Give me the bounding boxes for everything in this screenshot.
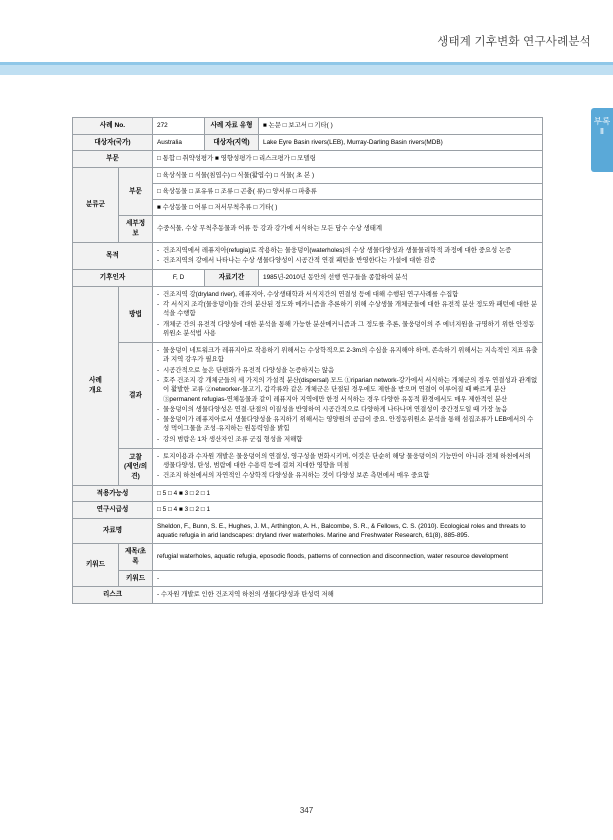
value-consideration bbox=[153, 448, 543, 485]
value-applicability: □ 5 □ 4 ■ 3 □ 2 □ 1 bbox=[153, 485, 543, 502]
table-row-source bbox=[73, 518, 543, 544]
label-source: 자료명 bbox=[73, 518, 153, 544]
case-summary-table bbox=[72, 117, 543, 604]
label-urgency: 연구시급성 bbox=[73, 502, 153, 519]
label-title-abstract: 제목/초록 bbox=[119, 544, 153, 570]
value-case-no: 272 bbox=[153, 118, 205, 135]
label-case-no: 사례 No. bbox=[73, 118, 153, 135]
purpose-list bbox=[157, 246, 538, 266]
list-item: - 토지이용과 수자원 개발은 물웅덩이의 연결성, 영구성을 변화시키며, 이것은 단순히 해당 물웅덩이의 기능만이 아니라 전체 하천에서의 생물다양성, 탄성, 범람에 대한 수용력 등에 걸쳐 지대한 영향을 미침 bbox=[157, 452, 538, 471]
label-keyword-sub: 키워드 bbox=[119, 570, 153, 587]
table-row-taxon-detail bbox=[73, 216, 543, 242]
label-data-type: 사례 자료 유형 bbox=[205, 118, 259, 135]
label-taxon: 분류군 bbox=[73, 167, 119, 242]
result-list bbox=[157, 346, 538, 444]
list-item: - 개체군 간의 유전적 다양성에 대한 분석을 통해 가능한 분산메커니즘과 그 정도를 추론, 물웅덩이의 주 에너지원을 규명하기 위한 안정동위원소 분석법 사용 bbox=[157, 320, 538, 339]
table-row-method bbox=[73, 286, 543, 342]
value-keyword-sub: - bbox=[153, 570, 543, 587]
table-row-taxon-1 bbox=[73, 167, 543, 183]
label-target-country: 대상자(국가) bbox=[73, 134, 153, 151]
value-target-country: Australia bbox=[153, 134, 205, 151]
label-data-period: 자료기간 bbox=[205, 270, 259, 287]
label-taxon-detail: 세부정보 bbox=[119, 216, 153, 242]
side-tab-line-2: Ⅱ bbox=[599, 126, 605, 136]
table-row-climate-factor bbox=[73, 270, 543, 287]
value-data-type: ■ 논문 □ 보고서 □ 기타( ) bbox=[259, 118, 543, 135]
label-taxon-sector: 부문 bbox=[119, 167, 153, 216]
side-tab-appendix bbox=[591, 108, 613, 172]
side-tab-line-1: 부록 bbox=[593, 116, 611, 126]
value-risk: - 수자원 개발로 인한 건조지역 하천의 생물다양성과 탄성력 저해 bbox=[153, 587, 543, 604]
list-item: - 강의 범람은 1차 생산자인 조류 군집 형성을 저해함 bbox=[157, 435, 538, 444]
header-title: 생태계 기후변화 연구사례분석 bbox=[437, 36, 591, 48]
page-header bbox=[0, 0, 613, 62]
list-item: - 건조지역의 강에서 나타나는 수상 생물다양성이 시공간적 연결 패턴을 반영한다는 가설에 대한 검증 bbox=[157, 256, 538, 265]
value-purpose bbox=[153, 242, 543, 270]
list-item: - 각 서식지 조각(물웅덩이)들 간의 분산된 정도와 메카니즘을 추론하기 위해 수상생물 개체군들에 대한 유전적 분산 정도와 패턴에 대한 분석을 수행함 bbox=[157, 300, 538, 319]
table-row-applicability bbox=[73, 485, 543, 502]
table-row-risk bbox=[73, 587, 543, 604]
value-urgency: □ 5 □ 4 ■ 3 □ 2 □ 1 bbox=[153, 502, 543, 519]
value-taxon-row-2: □ 육상동물 □ 포유류 □ 조류 □ 곤충( 류) □ 양서류 □ 파충류 bbox=[153, 183, 543, 199]
label-method: 방법 bbox=[119, 286, 153, 342]
table-row-keyword-abstract bbox=[73, 544, 543, 570]
list-item: - 물웅덩이 네트워크가 레퓨지아로 작용하기 위해서는 수상학적으로 2-3m의 수심을 유지해야 하며, 존속하기 위해서는 지속적인 지표 유출과 지역 강우가 필요함 bbox=[157, 346, 538, 365]
table-row-urgency bbox=[73, 502, 543, 519]
label-risk: 리스크 bbox=[73, 587, 153, 604]
list-item: - 물웅덩이의 생물다양성은 연결·단절의 이질성을 반영하여 시공간적으로 다양하게 나타나며 연결성이 중간정도일 때 가장 높음 bbox=[157, 405, 538, 414]
table-row-target bbox=[73, 134, 543, 151]
value-taxon-detail: 수중식물, 수상 무척추동물과 어류 등 강과 강가에 서식하는 모든 담수 수상 생태계 bbox=[153, 216, 543, 242]
label-purpose: 목적 bbox=[73, 242, 153, 270]
method-list bbox=[157, 290, 538, 338]
label-keyword: 키워드 bbox=[73, 544, 119, 587]
table-row-consideration bbox=[73, 448, 543, 485]
label-climate-factor: 기후인자 bbox=[73, 270, 153, 287]
list-item: - 건조지 하천에서의 자연적인 수상학적 다양성을 유지하는 것이 다양성 보존 측면에서 매우 중요함 bbox=[157, 471, 538, 480]
value-taxon-row-3: ■ 수상동물 □ 어류 □ 저서무척추류 □ 기타( ) bbox=[153, 200, 543, 216]
list-item: - 물웅덩이가 레퓨지아로서 생물다양성을 유지하기 위해서는 영양원의 공급이 중요. 안정동위원소 분석을 통해 섬집조류가 LEB에서의 수성 먹이그물을 조성·유지하는 원동력임을 밝힘 bbox=[157, 415, 538, 434]
table-row-case-no bbox=[73, 118, 543, 135]
label-case-outline: 사례 개요 bbox=[73, 286, 119, 485]
list-item: - 호주 건조지 강 개체군들의 세 가지의 가설적 분산(dispersal) 모드 ①riparian network-강가에서 서식하는 개체군의 경우 연결성과 관계없이 활발한 교류 ②networker-물고기, 갑각류와 같은 개체군은 단절된 경우에도 제한을 받으며 연결이 이루어질 때 빠르게 분산 ③permanent refugias-연체동물과 같이 레퓨지아 지역에만 한정 서식하는 경우 다양한 유동적 환경에서도 매우 제한적인 분산 bbox=[157, 376, 538, 404]
consideration-list bbox=[157, 452, 538, 481]
label-applicability: 적용가능성 bbox=[73, 485, 153, 502]
value-title-abstract: refugial waterholes, aquatic refugia, eposodic floods, patterns of connection and disconnection, water resource development bbox=[153, 544, 543, 570]
value-climate-factor: F, D bbox=[153, 270, 205, 287]
list-item: - 건조지역에서 레퓨지아(refugia)로 작용하는 물웅덩이(waterholes)의 수상 생물다양성과 생물물리학적 과정에 대한 중요성 논증 bbox=[157, 246, 538, 255]
list-item: - 건조지역 강(dryland river), 레퓨지아, 수상생태학과 서식지간의 연결성 등에 대해 수행된 연구사례를 수집함 bbox=[157, 290, 538, 299]
value-method bbox=[153, 286, 543, 342]
value-result bbox=[153, 343, 543, 449]
label-consideration: 고찰 (제언/의견) bbox=[119, 448, 153, 485]
label-sector: 부문 bbox=[73, 151, 153, 168]
header-rule-accent bbox=[0, 62, 613, 65]
value-sector: □ 통합 □ 취약성평가 ■ 영향성평가 □ 리스크평가 □ 모델링 bbox=[153, 151, 543, 168]
table-row-sector bbox=[73, 151, 543, 168]
value-target-region: Lake Eyre Basin rivers(LEB), Murray-Darling Basin rivers(MDB) bbox=[259, 134, 543, 151]
table-row-purpose bbox=[73, 242, 543, 270]
table-row-keyword-sub bbox=[73, 570, 543, 587]
list-item: - 시공간적으로 높은 단편화가 유전적 다양성을 논증하지는 않음 bbox=[157, 366, 538, 375]
label-target-region: 대상자(지역) bbox=[205, 134, 259, 151]
value-data-period: 1985년-2010년 동안의 선행 연구들을 종합하여 분석 bbox=[259, 270, 543, 287]
value-source: Sheldon, F., Bunn, S. E., Hughes, J. M., Arthington, A. H., Balcombe, S. R., & Fellows, C. S. (2010). Ecological roles and threats to aquatic refugia in arid landscapes: dryland river waterholes. Marine and Freshwater Research, 61(8), 885-895. bbox=[153, 518, 543, 544]
page-number: 347 bbox=[299, 806, 314, 815]
table-row-result bbox=[73, 343, 543, 449]
label-result: 결과 bbox=[119, 343, 153, 449]
value-taxon-row-1: □ 육상식물 □ 식물(침엽수) □ 식물(활엽수) □ 식물( 초 본 ) bbox=[153, 167, 543, 183]
